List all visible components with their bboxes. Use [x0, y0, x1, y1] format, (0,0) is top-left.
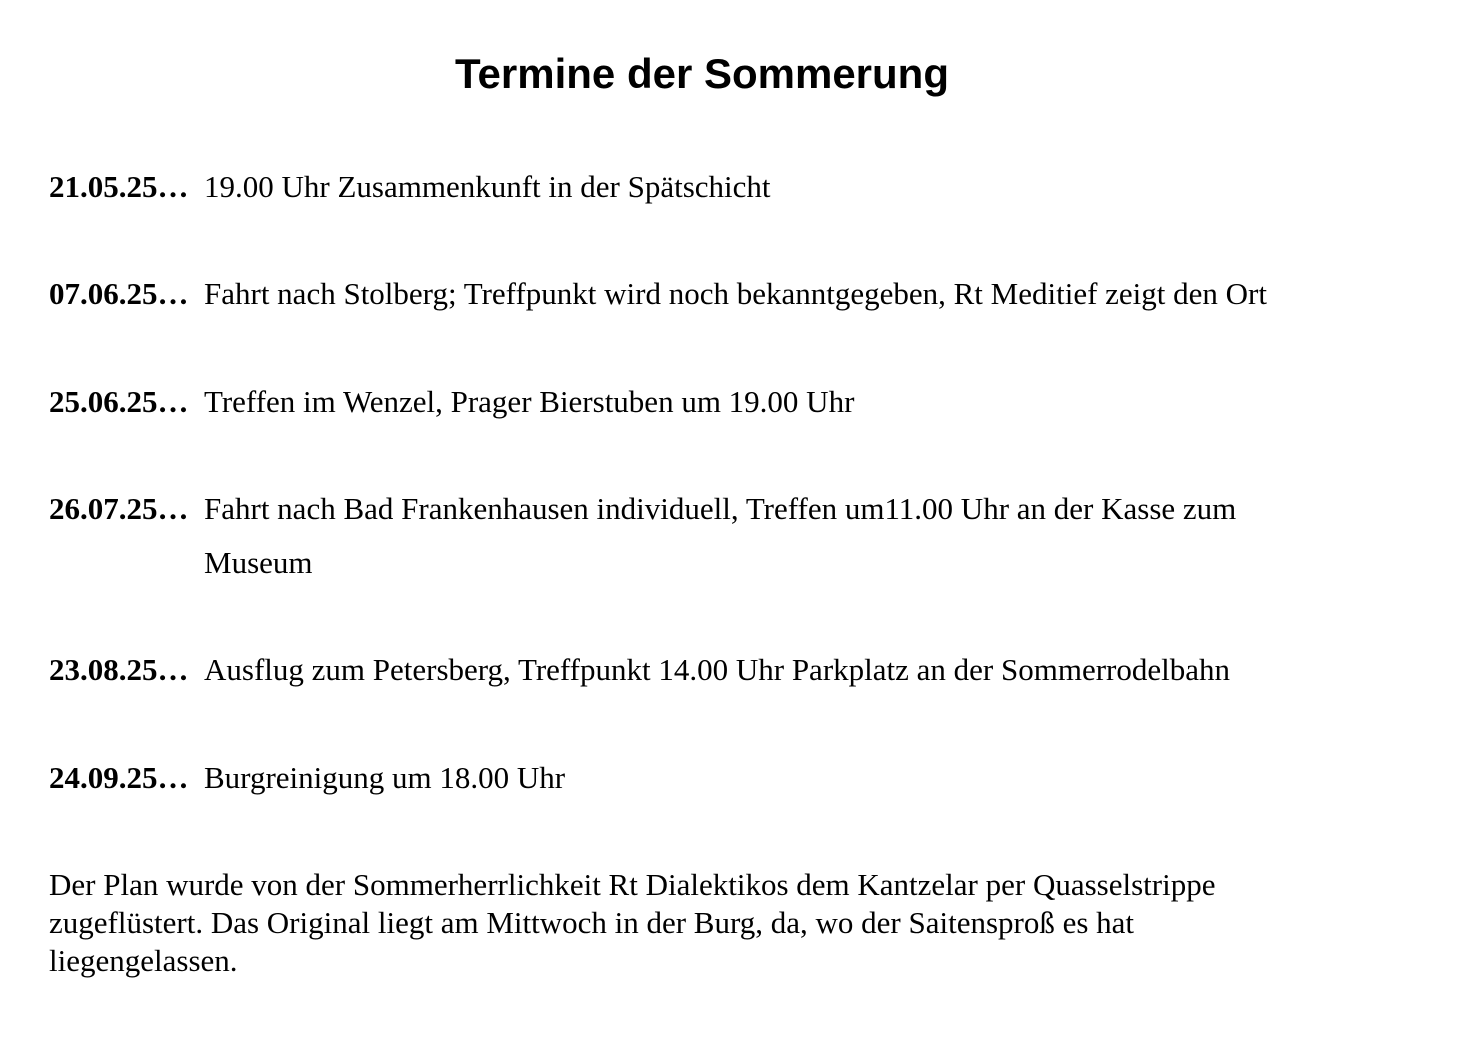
entry-text: Treffen im Wenzel, Prager Bierstuben um 19.00 Uhr: [204, 384, 855, 419]
entry-date: 21.05.25…: [49, 169, 189, 204]
entry-date: 25.06.25…: [49, 384, 189, 419]
schedule-entry: [49, 643, 1429, 697]
entry-text: Ausflug zum Petersberg, Treffpunkt 14.00 Uhr Parkplatz an der Sommerrodelbahn: [204, 652, 1230, 687]
entry-date: 23.08.25…: [49, 652, 189, 687]
entry-text: Fahrt nach Bad Frankenhausen individuell, Treffen um11.00 Uhr an der Kasse zum Museum: [204, 491, 1237, 580]
schedule-entry: [49, 267, 1429, 321]
footer-note: Der Plan wurde von der Sommerherrlichkeit Rt Dialektikos dem Kantzelar per Quasselstrippe zugeflüstert. Das Original liegt am Mittwoch in der Burg, da, wo der Saitensproß es hat liegengelassen.: [49, 867, 1216, 978]
schedule-entry: [49, 160, 1429, 214]
schedule-entry: [49, 482, 1429, 590]
entry-text: Fahrt nach Stolberg; Treffpunkt wird noch bekanntgegeben, Rt Meditief zeigt den Ort: [204, 276, 1267, 311]
entry-text: Burgreinigung um 18.00 Uhr: [204, 760, 566, 795]
schedule-entry: [49, 375, 1429, 429]
entry-text: 19.00 Uhr Zusammenkunft in der Spätschicht: [204, 169, 771, 204]
schedule-entry: [49, 751, 1429, 805]
entry-date: 24.09.25…: [49, 760, 189, 795]
entry-date: 07.06.25…: [49, 276, 189, 311]
page-title: Termine der Sommerung: [455, 50, 949, 97]
entry-date: 26.07.25…: [49, 491, 189, 526]
